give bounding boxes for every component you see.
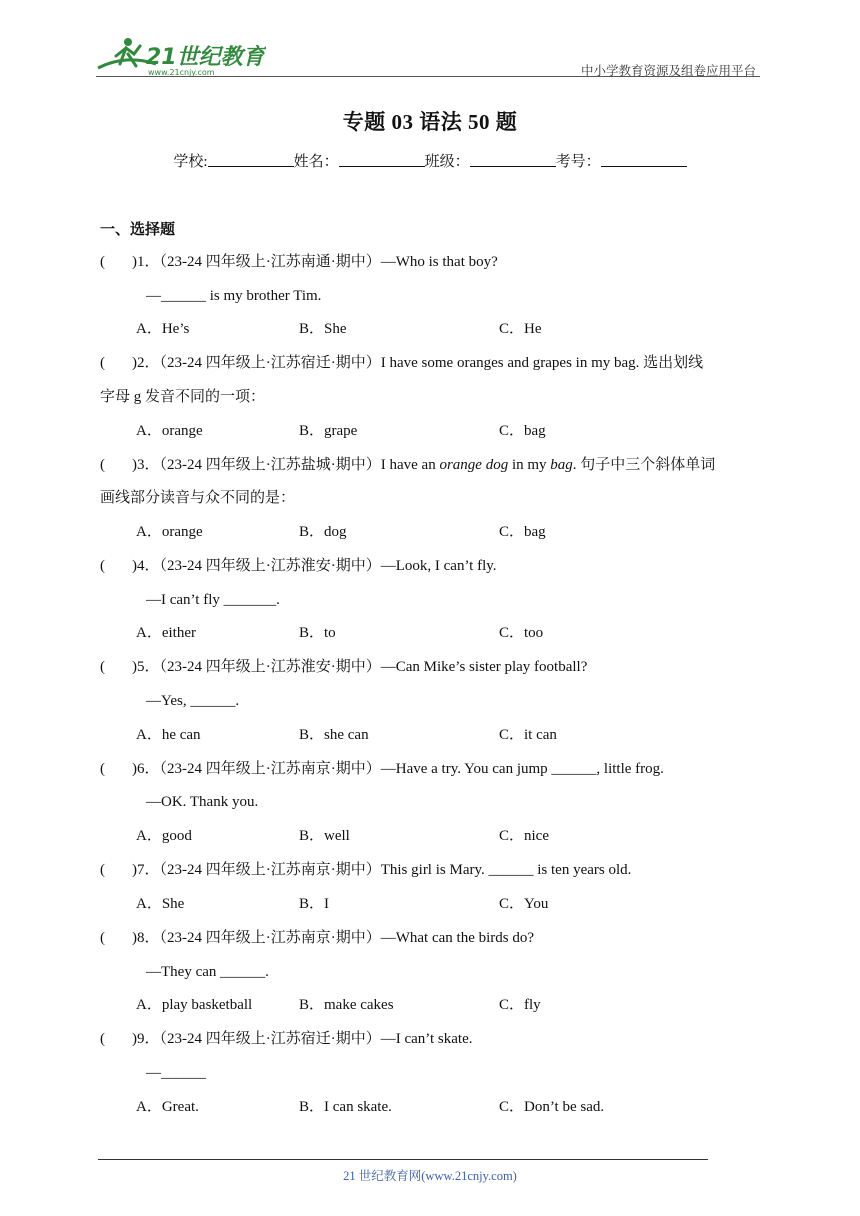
- option-a: A．She: [136, 896, 185, 912]
- option-b: B．I: [299, 896, 330, 912]
- question-3-wrap: 画线部分读音与众不同的是：: [100, 490, 296, 506]
- option-a: A．play basketball: [136, 997, 253, 1013]
- header-divider: [96, 76, 760, 77]
- option-b: B．She: [299, 321, 347, 337]
- question-text: )4．（23-24 四年级上·江苏淮安·期中）—Look, I can’t fly.: [132, 558, 497, 574]
- option-b: B．she can: [299, 727, 369, 743]
- school-blank: [208, 152, 294, 167]
- question-1: ( )1．（23-24 四年级上·江苏南通·期中）—Who is that boy?: [100, 254, 498, 270]
- page-header: [96, 30, 760, 80]
- page-title: 专题 03 语法 50 题: [342, 110, 518, 134]
- footer-divider: [98, 1159, 708, 1160]
- question-9: ( )9．（23-24 四年级上·江苏宿迁·期中）—I can’t skate.: [100, 1031, 473, 1047]
- question-text: . 句子中三个斜体单词: [572, 457, 716, 473]
- question-text: )3．（23-24 四年级上·江苏盐城·期中）I have an: [132, 457, 440, 473]
- question-4: ( )4．（23-24 四年级上·江苏淮安·期中）—Look, I can’t fly.: [100, 558, 497, 574]
- option-a: A．either: [136, 625, 196, 641]
- option-a: A．orange: [136, 524, 203, 540]
- exam-no-label: 考号：: [555, 154, 601, 170]
- logo-text: 21世纪教育: [146, 45, 265, 70]
- name-label: 姓名：: [293, 154, 339, 170]
- site-logo: [96, 34, 266, 78]
- question-2-wrap: 字母 g 发音不同的一项：: [100, 389, 266, 405]
- question-text: )6．（23-24 四年级上·江苏南京·期中）—Have a try. You can jump ______, little frog.: [132, 761, 664, 777]
- option-a: A．orange: [136, 423, 203, 439]
- option-b: B．well: [299, 828, 350, 844]
- option-b: B．make cakes: [299, 997, 394, 1013]
- question-5: ( )5．（23-24 四年级上·江苏淮安·期中）—Can Mike’s sister play football?: [100, 659, 588, 675]
- school-label: 学校:: [173, 154, 208, 170]
- question-9-sub: —______: [146, 1065, 206, 1081]
- option-b: B．I can skate.: [299, 1099, 392, 1115]
- option-c: C．nice: [499, 828, 549, 844]
- option-a: A．he can: [136, 727, 201, 743]
- exam-no-blank: [601, 152, 687, 167]
- question-1-sub: —______ is my brother Tim.: [146, 288, 322, 304]
- question-text: )7．（23-24 四年级上·江苏南京·期中）This girl is Mary. ______ is ten years old.: [132, 862, 632, 878]
- option-c: C．it can: [499, 727, 557, 743]
- class-blank: [470, 152, 556, 167]
- question-2: ( )2．（23-24 四年级上·江苏宿迁·期中）I have some oranges and grapes in my bag. 选出划线: [100, 355, 704, 371]
- option-b: B．dog: [299, 524, 347, 540]
- option-a: A．Great.: [136, 1099, 199, 1115]
- option-c: C．too: [499, 625, 544, 641]
- option-a: A．He’s: [136, 321, 190, 337]
- question-text: )2．（23-24 四年级上·江苏宿迁·期中）I have some oranges and grapes in my bag. 选出划线: [132, 355, 704, 371]
- section-heading: 一、选择题: [100, 220, 176, 238]
- question-text: )1．（23-24 四年级上·江苏南通·期中）—Who is that boy?: [132, 254, 498, 270]
- option-c: C．fly: [499, 997, 541, 1013]
- question-text: )9．（23-24 四年级上·江苏宿迁·期中）—I can’t skate.: [132, 1031, 473, 1047]
- logo-url: www.21cnjy.com: [148, 68, 215, 77]
- question-5-sub: —Yes, ______.: [146, 693, 240, 709]
- italic-words: orange dog: [439, 457, 509, 473]
- question-6: ( )6．（23-24 四年级上·江苏南京·期中）—Have a try. You can jump ______, little frog.: [100, 761, 664, 777]
- question-text: )5．（23-24 四年级上·江苏淮安·期中）—Can Mike’s sister play football?: [132, 659, 588, 675]
- question-text: )8．（23-24 四年级上·江苏南京·期中）—What can the birds do?: [132, 930, 535, 946]
- option-a: A．good: [136, 828, 192, 844]
- question-6-sub: —OK. Thank you.: [146, 794, 259, 810]
- question-4-sub: —I can’t fly _______.: [146, 592, 280, 608]
- question-text: in my: [508, 457, 551, 473]
- question-8: ( )8．（23-24 四年级上·江苏南京·期中）—What can the birds do?: [100, 930, 535, 946]
- question-7: ( )7．（23-24 四年级上·江苏南京·期中）This girl is Mary. ______ is ten years old.: [100, 862, 632, 878]
- option-c: C．bag: [499, 423, 546, 439]
- option-c: C．bag: [499, 524, 546, 540]
- question-3: ( )3．（23-24 四年级上·江苏盐城·期中）I have an orange dog in my bag. 句子中三个斜体单词: [100, 457, 716, 473]
- name-blank: [339, 152, 425, 167]
- option-c: C．You: [499, 896, 549, 912]
- header-platform-text: 中小学教育资源及组卷应用平台: [580, 63, 756, 78]
- option-b: B．to: [299, 625, 336, 641]
- class-label: 班级：: [424, 154, 470, 170]
- italic-word: bag: [550, 457, 573, 473]
- student-info-line: [0, 150, 860, 171]
- option-b: B．grape: [299, 423, 358, 439]
- option-c: C．He: [499, 321, 542, 337]
- question-8-sub: —They can ______.: [146, 964, 269, 980]
- option-c: C．Don’t be sad.: [499, 1099, 605, 1115]
- footer-link[interactable]: 21 世纪教育网(www.21cnjy.com): [343, 1169, 517, 1183]
